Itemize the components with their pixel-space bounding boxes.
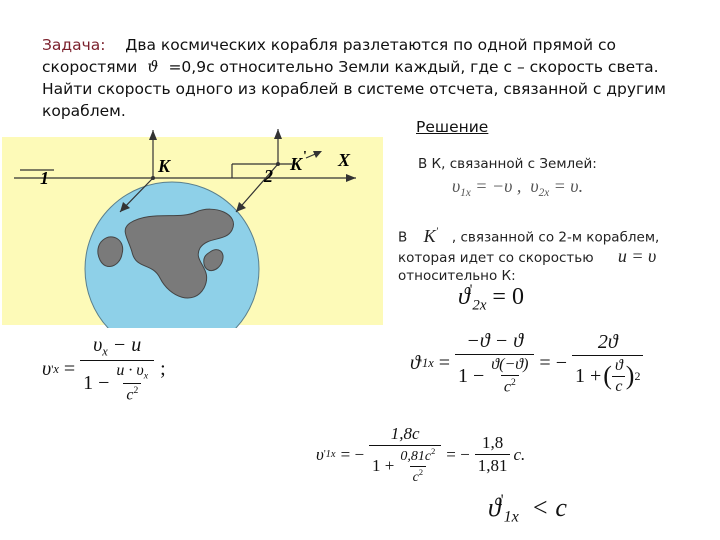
axis-x-label: X — [338, 150, 351, 170]
final-inequality — [488, 492, 567, 527]
v1x-lhs-prime: ' — [419, 355, 422, 370]
earth-velocities — [452, 176, 583, 199]
problem-line-3: Найти скорость одного из кораблей в системе отсчета, связанной с другим — [42, 80, 666, 98]
v1x-den2-inner-den: c — [612, 376, 625, 396]
earth-v1-value: = −υ , — [475, 176, 522, 196]
problem-text-2a: скоростями — [42, 58, 138, 76]
num-den-inner-num-sup: 2 — [431, 447, 436, 456]
theta-symbol: ϑ — [147, 58, 159, 76]
lorentz-den-inner-sub: x — [143, 370, 149, 382]
problem-line-2 — [42, 56, 692, 78]
ship-frame-k-letter: K — [423, 225, 436, 246]
v1x-den-inner-num: ϑ(−ϑ) — [491, 356, 529, 373]
final-lhs: ϑ — [488, 492, 501, 522]
lorentz-num-rest: − u — [107, 334, 142, 356]
v1x-eq2: = − — [539, 351, 567, 374]
final-rhs: < c — [531, 492, 567, 522]
k-prime-y-arrow-icon — [274, 129, 282, 139]
final-lhs-prime: ' — [500, 492, 504, 509]
v1x-lhs-sub: 1x — [422, 355, 434, 370]
v2x-rhs: = 0 — [492, 284, 524, 311]
ship-frame-line-3: относительно К: — [398, 267, 516, 284]
v1x-num: −ϑ − ϑ — [466, 330, 524, 352]
k-prime-z-arrow-icon — [236, 202, 246, 212]
num-num2: 1,8 — [481, 433, 504, 453]
final-lhs-sub: 1x — [503, 508, 519, 526]
v1x-den-inner-den: c — [503, 378, 511, 396]
lorentz-num-sub: x — [102, 344, 108, 359]
k-prime-origin — [276, 162, 280, 166]
ship-frame-text — [398, 222, 698, 285]
frame-k-prime-mark: ' — [303, 149, 307, 164]
v1x-formula: ϑ ' 1x = −ϑ − ϑ 1 − $\frac{ϑ(-ϑ)}{c^2}$ = − 2ϑ 1 + ( $\frac{ϑ}{c}$ ) 2 — [410, 330, 643, 397]
lorentz-num-v: υ — [93, 334, 103, 356]
ship2-label: 2 — [264, 166, 273, 186]
num-lhs-sub: 1x — [325, 449, 336, 461]
v2x-sub: 2x — [472, 297, 487, 314]
v1x-num2: 2ϑ — [597, 330, 618, 353]
num-den-inner-den-sup: 2 — [418, 467, 424, 477]
frame-k-label: K — [158, 156, 171, 176]
lorentz-formula: υ ' x = $\upsilon_x - u$ 1 − $\frac{u \cdot \upsilon_x}{c^2}$ ; — [42, 334, 166, 404]
frame-k-prime-label: K — [290, 154, 303, 174]
solution-title: Решение — [416, 118, 489, 136]
num-den-inner-num: 0,81c — [400, 448, 432, 464]
k-y-arrow-icon — [149, 130, 157, 140]
lorentz-tail: ; — [160, 357, 166, 380]
ship-frame-line-2 — [398, 247, 698, 267]
problem-text-1: Два космических корабля разлетаются по одной прямой со — [125, 36, 616, 54]
lorentz-den-inner-sup: 2 — [133, 384, 139, 396]
num-eq: = − — [340, 444, 365, 464]
num-lhs-prime: ' — [323, 449, 326, 461]
ship-frame-k — [424, 226, 438, 246]
v1x-den-inner-sup: 2 — [511, 377, 516, 388]
lorentz-den-inner-den: c — [126, 386, 134, 404]
continent-left — [98, 237, 123, 267]
lorentz-den-inner-num: u · υ — [116, 362, 144, 380]
u-equals-v: u = υ — [617, 245, 657, 266]
v1x-lhs: ϑ — [410, 351, 420, 374]
k-origin — [151, 176, 155, 180]
problem-text-2b: =0,9с относительно Земли каждый, где с – скорость света. — [168, 58, 659, 76]
num-den2: 1,81 — [475, 454, 511, 476]
ship-frame-text-2: которая идет со скоростью — [398, 249, 594, 266]
ship1-label: 1 — [40, 168, 49, 188]
lorentz-lhs: υ — [42, 357, 52, 380]
v1x-den2-sup: 2 — [634, 368, 641, 383]
ship-frame-prefix: В — [398, 229, 408, 246]
ship-frame-k-prime-mark: ' — [435, 225, 438, 237]
num-den-inner-den: c — [412, 469, 419, 485]
v2x-formula — [458, 282, 524, 314]
earth-v2-sub: 2x — [538, 186, 550, 199]
num-tail: c. — [513, 444, 526, 464]
earth-v2-value: = υ. — [553, 176, 584, 196]
v1x-den2-inner-num: ϑ — [614, 356, 623, 374]
ship-frame-text-1: , связанной со 2-м кораблем, — [451, 229, 660, 246]
lorentz-den-one: 1 − — [83, 371, 110, 394]
v2x-prime: ' — [469, 282, 473, 298]
earth-v1-sub: 1x — [460, 186, 471, 199]
num-den-one: 1 + — [372, 456, 395, 476]
problem-line-4: кораблем. — [42, 102, 126, 120]
v1x-den-one: 1 − — [457, 364, 485, 387]
earth-frame-text: В К, связанной с Землей: — [418, 156, 597, 172]
earth-v1-symbol: υ — [452, 176, 461, 196]
v1x-den2-one: 1 + — [574, 364, 602, 387]
problem-statement — [42, 34, 692, 122]
lorentz-lhs-sub: x — [53, 361, 59, 376]
num-num: 1,8c — [390, 424, 420, 443]
numeric-formula — [316, 424, 525, 486]
ship-frame-line-1 — [398, 222, 698, 247]
v2x-symbol: ϑ — [458, 284, 470, 311]
x-axis-arrow-icon — [346, 174, 356, 182]
problem-line-1 — [42, 34, 692, 56]
lorentz-lhs-prime: ' — [51, 361, 54, 376]
earth-ships-figure — [0, 128, 385, 328]
earth-v2-symbol: υ — [530, 176, 539, 196]
num-eq2: = − — [446, 444, 470, 464]
problem-label: Задача: — [42, 36, 106, 54]
lorentz-fraction — [80, 334, 154, 405]
num-lhs: υ — [316, 444, 324, 464]
